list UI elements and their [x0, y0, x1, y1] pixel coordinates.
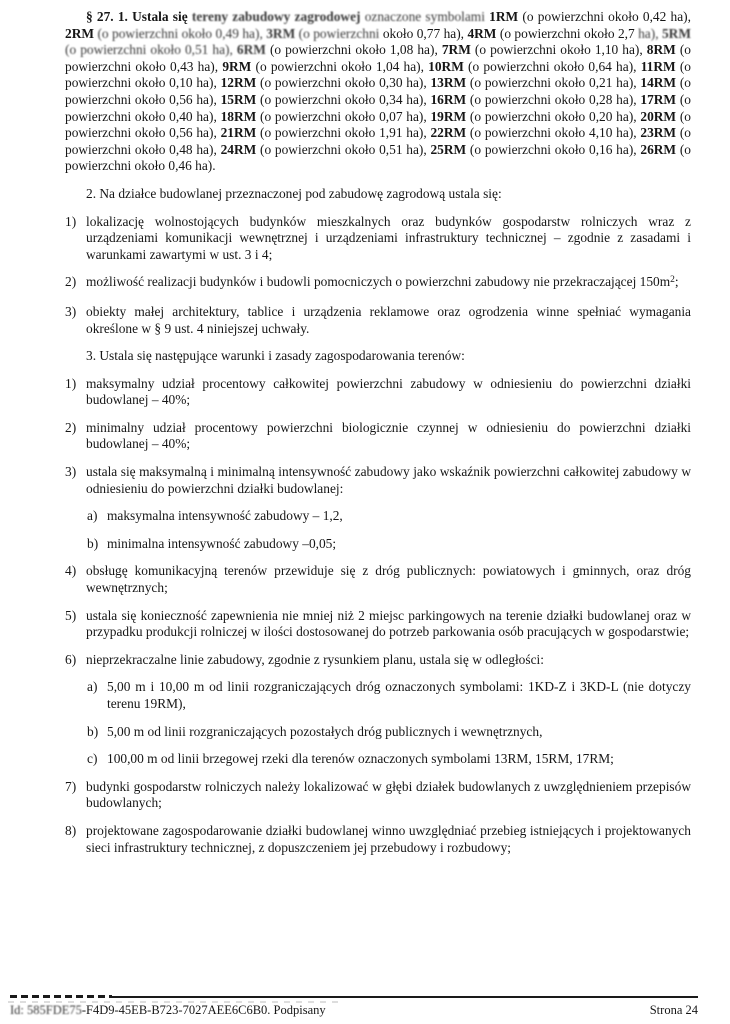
text-run: (o powierzchni około 2,7 — [496, 25, 639, 41]
text-run: minimalna intensywność zabudowy –0,05; — [107, 535, 337, 551]
text-run: 2RM — [65, 25, 95, 41]
list-item-number: a) — [87, 679, 98, 695]
text-run: ha), — [638, 25, 662, 41]
text-run: 21RM — [220, 125, 257, 141]
text-run: -F4D9-45EB-B723-7027AEE6C6B0. Podpisany — [81, 1003, 326, 1017]
list-item-number: 7) — [65, 778, 77, 794]
text-run: 15RM — [220, 91, 257, 107]
text-run: nieprzekraczalne linie zabudowy, zgodnie z rysunkiem planu, ustala się w odległości: — [86, 651, 544, 667]
text-run: (o powierzchni około 0,51 ha), — [65, 42, 237, 58]
text-run: (o powierzchni — [295, 25, 380, 41]
document-id — [10, 1002, 326, 1018]
text-run: (o powierzchni około 0,21 ha), — [466, 75, 641, 91]
list-item — [65, 464, 691, 497]
list-item — [65, 420, 691, 453]
text-run: 7RM — [441, 42, 471, 58]
text-run: 2 — [670, 275, 675, 286]
text-run: Ustala się — [132, 9, 192, 24]
text-run: obiekty małej architektury, tablice i urządzenia reklamowe oraz ogrodzenia winne spełniać wymagania określone w § 9 ust. 4 niniejszej uchwały. — [86, 303, 691, 336]
text-run: (o powierzchni około 0,51 ha), — [256, 141, 431, 157]
list-item — [65, 214, 691, 264]
text-run: (o powierzchni około 1,91 ha), — [256, 125, 431, 141]
text-run: maksymalna intensywność zabudowy – 1,2, — [107, 508, 343, 524]
list-item-number: b) — [87, 723, 99, 739]
text-run: (o powierzchni około 0,56 ha), — [65, 75, 691, 107]
text-run: około 0,77 ha), — [379, 25, 468, 41]
text-run: (o powierzchni około 4,10 ha), — [466, 125, 641, 141]
text-run: ustala się konieczność zapewnienia nie mniej niż 2 miejsc parkingowych na terenie działki budowlanej oraz w przypadku produkcji rolniczej w ilości dostosowanej do potrzeb parkowania osób pracujących w gospodarstwie; — [86, 607, 691, 640]
text-run: 5RM — [661, 25, 691, 41]
text-run: minimalny udział procentowy powierzchni biologicznie czynnej w odniesieniu do powierzchni działki budowlanej – 40%; — [86, 419, 691, 452]
sub-list-item — [87, 724, 691, 741]
list-item-number: 2) — [65, 419, 77, 435]
sub-list-item — [87, 751, 691, 768]
text-run: lokalizację wolnostojących budynków mieszkalnych oraz budynków gospodarstw rolniczych wraz z urządzeniami komunikacji wewnętrznej i urządzeniami infrastruktury technicznej – zgodnie z zasadami i warunkami zawartymi w ust. 3 i 4; — [86, 213, 691, 262]
list-item-number: 8) — [65, 822, 77, 838]
text-run: 20RM — [640, 108, 677, 124]
text-run: 24RM — [220, 141, 257, 157]
list-item-number: c) — [87, 751, 98, 767]
text-run: 2. Na działce budowlanej przeznaczonej pod zabudowę zagrodową ustala się: — [86, 185, 502, 201]
text-run: możliwość realizacji budynków i budowli pomocniczych o powierzchni zabudowy nie przekraczającej 150m — [86, 274, 671, 290]
sub-list-item — [87, 536, 691, 553]
text-run: 8RM — [646, 42, 676, 58]
text-run: (o powierzchni około 0,42 ha), — [518, 9, 691, 24]
text-run: ; — [674, 274, 679, 290]
text-run: 13RM — [430, 75, 467, 91]
list-item-number: 3) — [65, 464, 77, 480]
sub-list-item — [87, 679, 691, 712]
list-item-number: 6) — [65, 651, 77, 667]
page-number: Strona 24 — [649, 1003, 698, 1017]
text-run: (o powierzchni około 0,43 ha), — [65, 42, 691, 74]
list-item — [65, 274, 691, 293]
text-run: 100,00 m od linii brzegowej rzeki dla terenów oznaczonych symbolami 13RM, 15RM, 17RM; — [107, 751, 614, 767]
text-run: maksymalny udział procentowy całkowitej powierzchni zabudowy w odniesieniu do powierzchni działki budowlanej – 40%; — [86, 375, 691, 408]
page-footer — [10, 1002, 698, 1018]
text-run: 19RM — [430, 108, 467, 124]
text-run: (o powierzchni około 0,46 ha). — [65, 141, 691, 174]
list-item-number: 1) — [65, 213, 77, 229]
text-run: (o powierzchni około 0,10 ha), — [65, 58, 691, 91]
text-run: 23RM — [640, 125, 677, 141]
text-run: 3. Ustala się następujące warunki i zasady zagospodarowania terenów: — [86, 348, 465, 364]
text-run: (o powierzchni około 0,07 ha), — [256, 108, 431, 124]
text-run: (o powierzchni około 0,20 ha), — [466, 108, 641, 124]
text-run: (o powierzchni około 0,34 ha), — [256, 91, 431, 107]
text-run: 1RM — [489, 9, 519, 24]
text-run: 9RM — [222, 58, 252, 74]
text-run: (o powierzchni około 1,08 ha), — [265, 42, 442, 58]
text-run: (o powierzchni około 1,04 ha), — [251, 58, 429, 74]
text-run: 6RM — [236, 42, 266, 58]
text-run: budynki gospodarstw rolniczych należy lokalizować w głębi działek budowlanych z uwzględnieniem przepisów budowlanych; — [86, 778, 691, 811]
document-body — [65, 9, 691, 867]
text-run: (o powierzchni około 0,48 ha), — [65, 125, 691, 157]
text-run: 26RM — [640, 141, 677, 157]
list-item — [65, 823, 691, 856]
list-item-number: a) — [87, 508, 98, 524]
text-run: 18RM — [220, 108, 257, 124]
text-run: obsługę komunikacyjną terenów przewiduje się z dróg publicznych: powiatowych i gminnych, oraz dróg wewnętrznych; — [86, 563, 691, 596]
list-item — [65, 652, 691, 669]
text-run: § 27. 1. — [86, 9, 133, 24]
text-run: 22RM — [430, 125, 467, 141]
text-run: 3RM — [266, 25, 296, 41]
text-run: projektowane zagospodarowanie działki budowlanej winno uwzględniać przebieg istniejących i projektowanych sieci infrastruktury technicznej, z dopuszczeniem jej przebudowy i rozbudowy; — [86, 822, 691, 855]
sub-list-item — [87, 508, 691, 525]
text-run: 10RM — [428, 58, 464, 74]
list-item — [65, 304, 691, 337]
text-run: (o powierzchni około 1,10 ha), — [470, 42, 647, 58]
text-run: (o powierzchni około 0,56 ha), — [65, 108, 691, 141]
text-run: Id: 585FDE75 — [10, 1003, 82, 1017]
list-item-number: 2) — [65, 274, 77, 290]
text-run: 17RM — [640, 91, 677, 107]
list-item-number: 3) — [65, 303, 77, 319]
list-item — [65, 563, 691, 596]
list-item — [65, 779, 691, 812]
text-run: (o powierzchni około 0,64 ha), — [463, 58, 641, 74]
text-run: ustala się maksymalną i minimalną intensywność zabudowy jako wskaźnik powierzchni całkowitej zabudowy w odniesieniu do powierzchni działki budowlanej: — [86, 464, 691, 496]
list-item — [65, 608, 691, 641]
text-run: (o powierzchni około 0,49 ha), — [97, 25, 267, 41]
text-run: (o powierzchni około 0,30 ha), — [256, 75, 431, 91]
text-run: 14RM — [640, 75, 677, 91]
list-item-number: 4) — [65, 563, 77, 579]
text-run: tereny zabudowy zagrodowej — [191, 9, 365, 24]
text-run: 11RM — [640, 58, 676, 74]
footer-rule — [112, 996, 698, 998]
list-item-number: 5) — [65, 607, 77, 623]
text-run: (o powierzchni około 0,40 ha), — [65, 91, 691, 124]
list-item — [65, 376, 691, 409]
paragraph — [65, 348, 691, 365]
footer-dashed-artifact — [10, 995, 112, 998]
text-run: (o powierzchni około 0,28 ha), — [466, 91, 641, 107]
text-run: 4RM — [467, 25, 497, 41]
text-run: 12RM — [220, 75, 257, 91]
list-item-number: 1) — [65, 375, 77, 391]
text-run: (o powierzchni około 0,16 ha), — [466, 141, 641, 157]
text-run: 5,00 m i 10,00 m od linii rozgraniczających dróg oznaczonych symbolami: 1KD-Z i 3KD-L (nie dotyczy terenu 19RM), — [107, 679, 691, 711]
paragraph — [65, 186, 691, 203]
text-run: 25RM — [430, 141, 467, 157]
text-run: 5,00 m od linii rozgraniczających pozostałych dróg publicznych i wewnętrznych, — [107, 723, 543, 739]
paragraph — [65, 9, 691, 175]
list-item-number: b) — [87, 535, 99, 551]
text-run: oznaczone symbolami — [364, 9, 490, 24]
text-run: 16RM — [430, 91, 467, 107]
